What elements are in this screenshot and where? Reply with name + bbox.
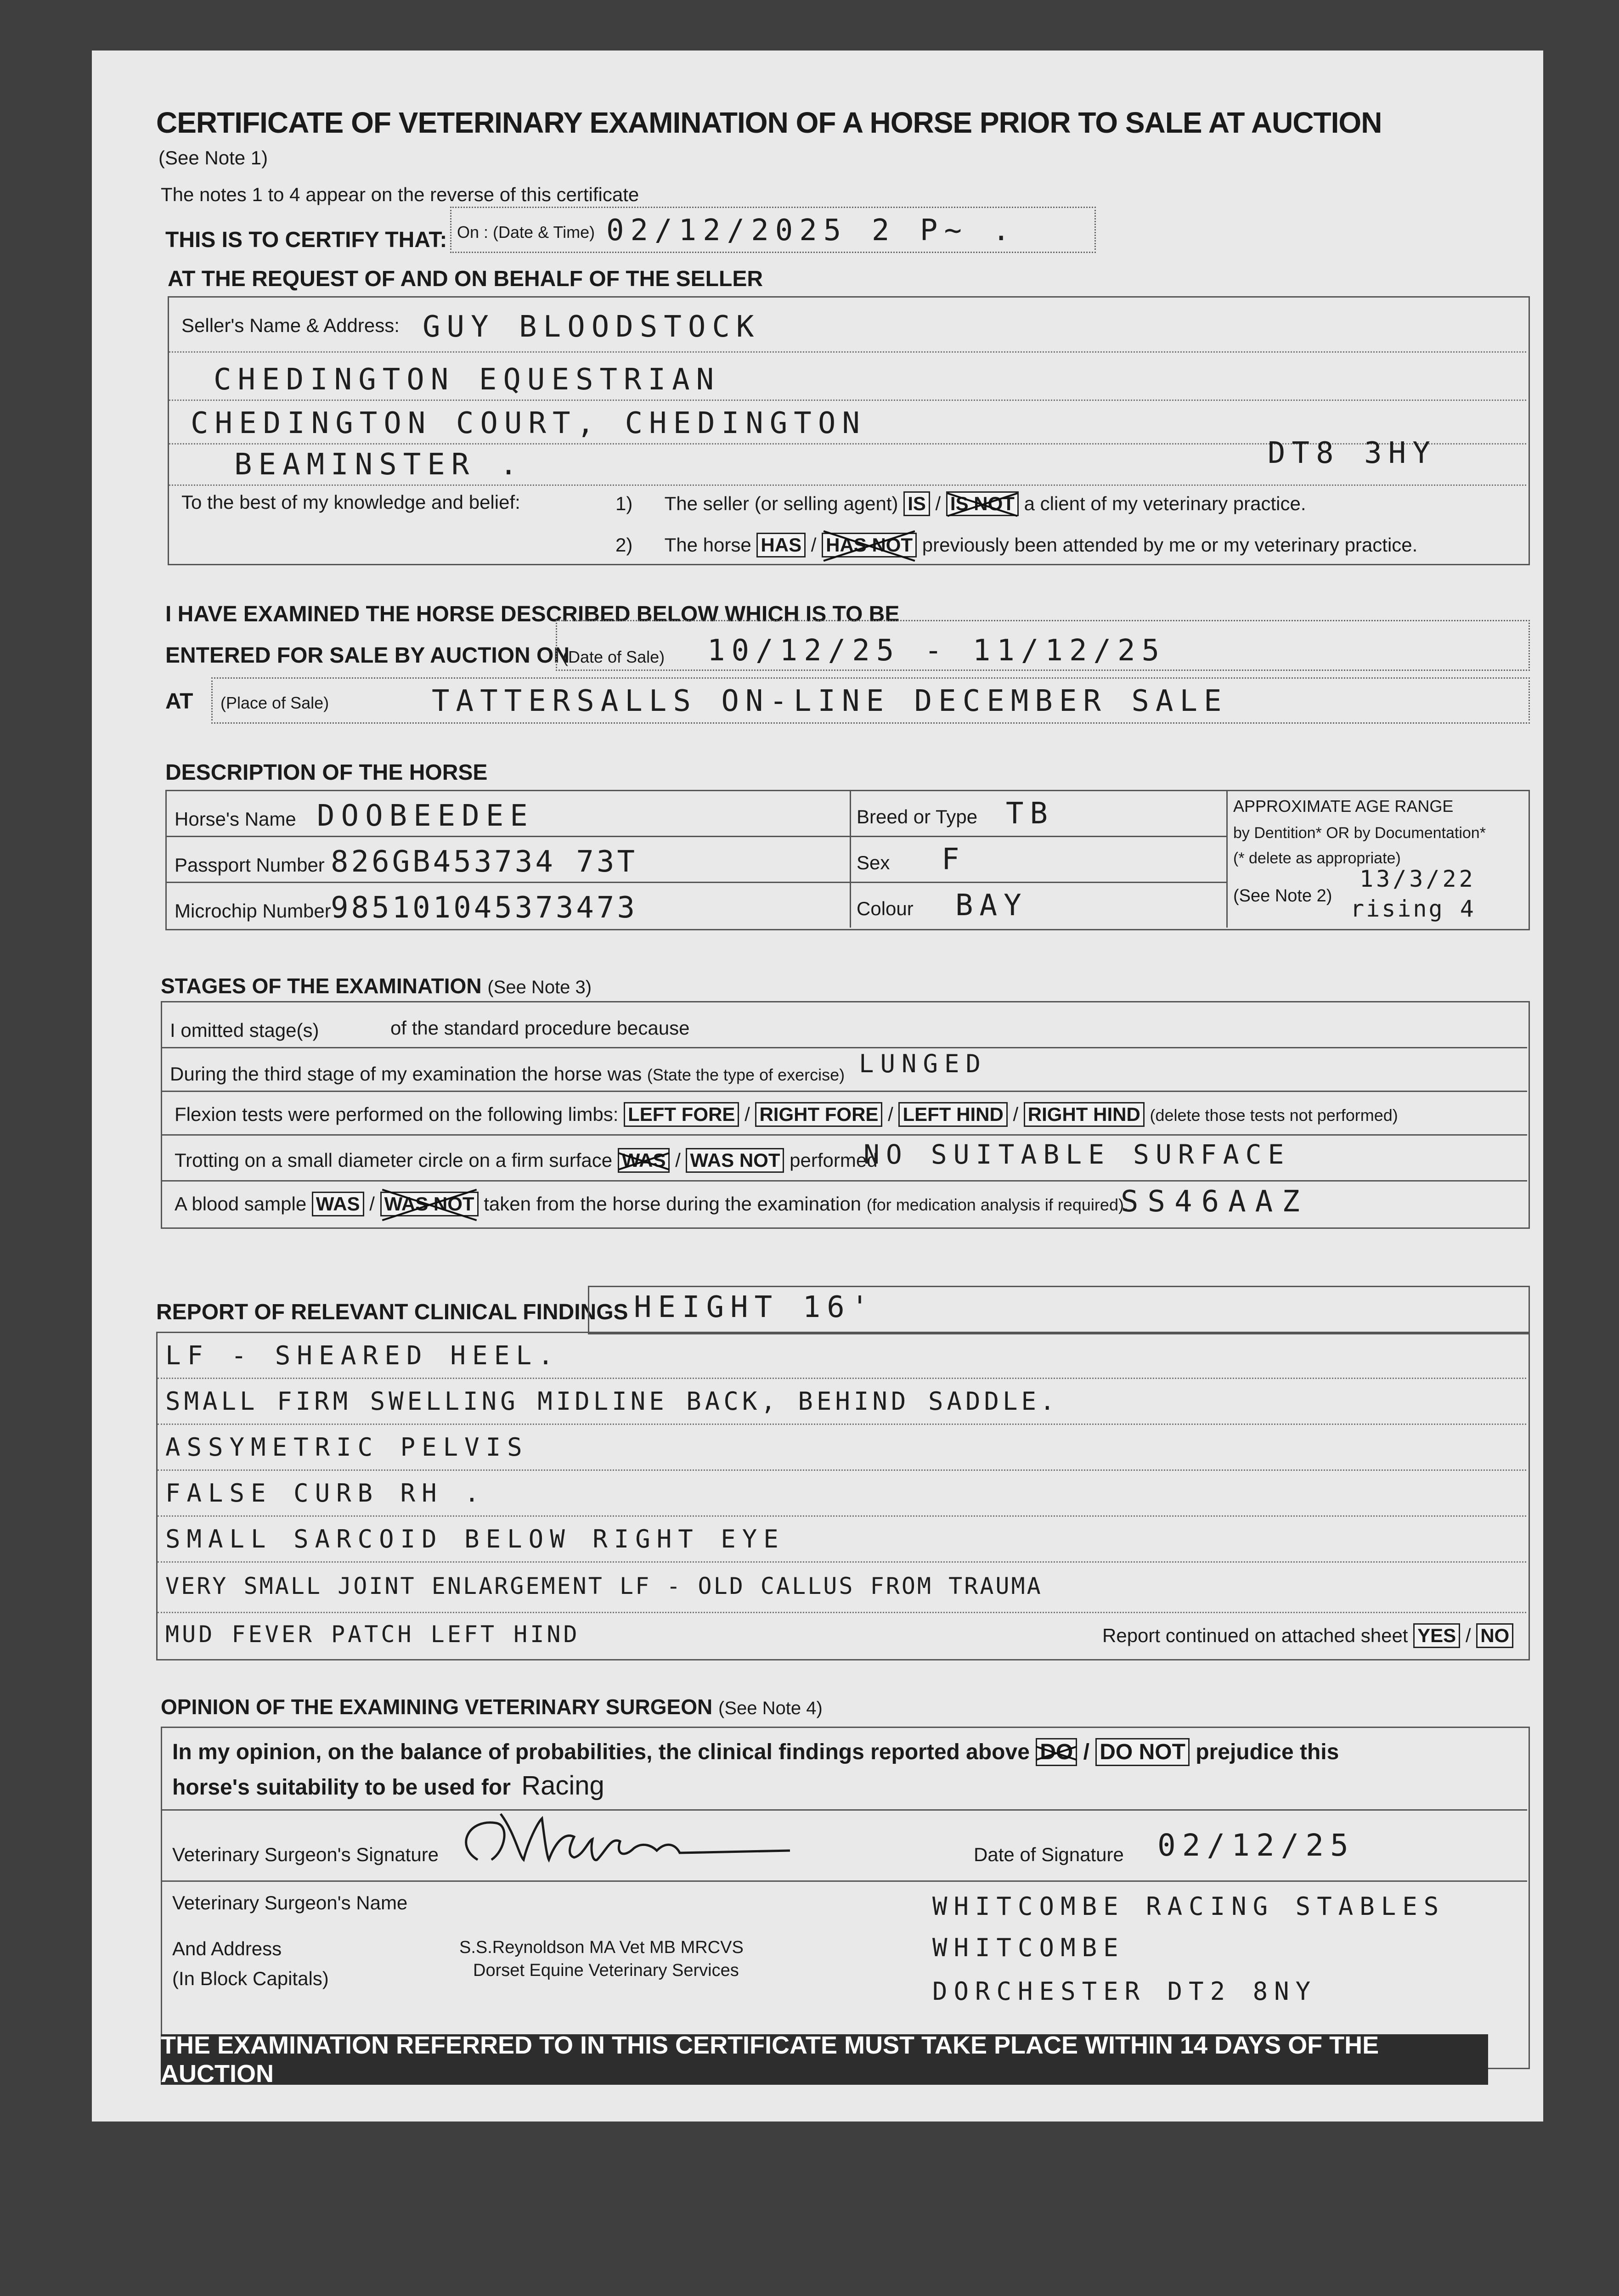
passport-value: 826GB453734 73T [331, 845, 637, 879]
certificate-title: CERTIFICATE OF VETERINARY EXAMINATION OF A HORSE PRIOR TO SALE AT AUCTION [156, 106, 1382, 139]
sale-date-value: 10/12/25 - 11/12/25 [707, 634, 1166, 668]
at-label: AT [165, 689, 193, 714]
horse-name-label: Horse's Name [175, 808, 296, 830]
blood-row: A blood sample WAS / WAS NOT taken from the horse during the examination (for medication analysis if required). [175, 1192, 1128, 1216]
opinion-heading: OPINION OF THE EXAMINING VETERINARY SURGEON (See Note 4) [161, 1695, 823, 1719]
passport-label: Passport Number [175, 854, 325, 876]
opinion-donot-option[interactable]: DO NOT [1095, 1738, 1190, 1766]
opinion-text-a: In my opinion, on the balance of probabilities, the clinical findings reported above DO / DO NOT prejudice this [172, 1738, 1339, 1766]
flexion-row: Flexion tests were performed on the following limbs: LEFT FORE / RIGHT FORE / LEFT HIND / RIGHT HIND (delete those tests not performed) [175, 1102, 1398, 1127]
certificate-sheet [92, 51, 1543, 2122]
report-continued: Report continued on attached sheet YES / NO [1102, 1623, 1513, 1648]
sale-place-value: TATTERSALLS ON-LINE DECEMBER SALE [432, 684, 1228, 718]
finding-line-7: MUD FEVER PATCH LEFT HIND [165, 1621, 580, 1648]
block-capitals-label: (In Block Capitals) [172, 1968, 329, 1989]
report-height: HEIGHT 16' [634, 1290, 875, 1324]
vet-address-line-3: DORCHESTER DT2 8NY [932, 1977, 1317, 2006]
third-stage-value: LUNGED [859, 1049, 987, 1078]
blood-wasnot-option[interactable]: WAS NOT [380, 1192, 479, 1216]
examined-heading: I HAVE EXAMINED THE HORSE DESCRIBED BELOW WHICH IS TO BE [165, 602, 900, 626]
vet-address-line-2: WHITCOMBE [932, 1933, 1125, 1962]
vet-stamp-line-1: S.S.Reynoldson MA Vet MB MRCVS [459, 1938, 744, 1957]
seller-line-4: BEAMINSTER . [234, 448, 524, 482]
sex-value: F [942, 843, 966, 877]
notes-line: The notes 1 to 4 appear on the reverse of this certificate [161, 184, 639, 205]
omitted-label-b: of the standard procedure because [390, 1017, 690, 1039]
on-date-value: 02/12/2025 2 P~ . [606, 214, 1017, 248]
blood-value: SS46AAZ [1121, 1185, 1309, 1219]
sale-date-label: (Date of Sale) [563, 647, 665, 666]
age-value-1: 13/3/22 [1360, 866, 1476, 892]
finding-line-2: SMALL FIRM SWELLING MIDLINE BACK, BEHIND SADDLE. [165, 1387, 1059, 1416]
vet-name-label: Veterinary Surgeon's Name [172, 1892, 408, 1913]
date-of-signature-value: 02/12/25 [1157, 1828, 1355, 1863]
seller-line-1: GUY BLOODSTOCK [423, 310, 761, 344]
finding-line-4: FALSE CURB RH . [165, 1479, 486, 1508]
horse-has-option[interactable]: HAS [756, 533, 806, 557]
opinion-do-option[interactable]: DO [1036, 1738, 1077, 1766]
vet-stamp-line-2: Dorset Equine Veterinary Services [473, 1961, 739, 1980]
seller-is-option[interactable]: IS [903, 491, 930, 516]
trot-value: NO SUITABLE SURFACE [863, 1139, 1291, 1170]
request-heading: AT THE REQUEST OF AND ON BEHALF OF THE SELLER [168, 267, 763, 291]
seller-line-2: CHEDINGTON EQUESTRIAN [214, 363, 721, 397]
see-note-1: (See Note 1) [158, 147, 268, 169]
seller-postcode: DT8 3HY [1268, 436, 1437, 470]
footer-banner: THE EXAMINATION REFERRED TO IN THIS CERTIFICATE MUST TAKE PLACE WITHIN 14 DAYS OF THE AUCTION [161, 2034, 1488, 2085]
stages-heading: STAGES OF THE EXAMINATION (See Note 3) [161, 974, 592, 998]
third-stage-row: During the third stage of my examination the horse was (State the type of exercise) [170, 1063, 845, 1085]
age-line-2: (* delete as appropriate) [1233, 850, 1401, 867]
description-heading: DESCRIPTION OF THE HORSE [165, 760, 488, 785]
belief-label: To the best of my knowledge and belief: [181, 491, 520, 513]
report-heading: REPORT OF RELEVANT CLINICAL FINDINGS [156, 1300, 628, 1324]
colour-value: BAY [955, 889, 1028, 923]
trot-was-option[interactable]: WAS [618, 1148, 670, 1173]
colour-label: Colour [857, 898, 914, 919]
trot-row: Trotting on a small diameter circle on a firm surface WAS / WAS NOT performed [175, 1148, 878, 1173]
flexion-left-fore[interactable]: LEFT FORE [624, 1102, 739, 1127]
age-heading: APPROXIMATE AGE RANGE [1233, 797, 1454, 816]
age-line-1: by Dentition* OR by Documentation* [1233, 824, 1486, 842]
finding-line-5: SMALL SARCOID BELOW RIGHT EYE [165, 1525, 785, 1553]
flexion-right-hind[interactable]: RIGHT HIND [1024, 1102, 1145, 1127]
date-of-signature-label: Date of Signature [974, 1844, 1124, 1865]
belief-item-1: 1) The seller (or selling agent) IS / IS NOT a client of my veterinary practice. [615, 491, 1306, 516]
age-value-2: rising 4 [1350, 895, 1476, 922]
signature-label: Veterinary Surgeon's Signature [172, 1844, 439, 1865]
vet-address-label: And Address [172, 1938, 282, 1959]
opinion-text-c: horse's suitability to be used for Racing [172, 1771, 604, 1801]
seller-isnot-option[interactable]: IS NOT [946, 491, 1019, 516]
vet-address-line-1: WHITCOMBE RACING STABLES [932, 1892, 1445, 1921]
seller-label: Seller's Name & Address: [181, 315, 400, 336]
continued-yes-option[interactable]: YES [1413, 1623, 1460, 1648]
omitted-label: I omitted stage(s) [170, 1019, 319, 1041]
on-date-label: On : (Date & Time) [457, 223, 595, 242]
sale-place-label: (Place of Sale) [220, 693, 329, 712]
horse-name-value: DOOBEEDEE [317, 799, 534, 833]
certify-label: THIS IS TO CERTIFY THAT: [165, 228, 447, 252]
finding-line-6: VERY SMALL JOINT ENLARGEMENT LF - OLD CALLUS FROM TRAUMA [165, 1573, 1043, 1599]
flexion-left-hind[interactable]: LEFT HIND [898, 1102, 1007, 1127]
blood-was-option[interactable]: WAS [312, 1192, 364, 1216]
continued-no-option[interactable]: NO [1476, 1623, 1513, 1648]
seller-line-3: CHEDINGTON COURT, CHEDINGTON [191, 406, 866, 440]
microchip-label: Microchip Number [175, 900, 331, 922]
breed-value: TB [1006, 797, 1055, 831]
sex-label: Sex [857, 852, 890, 873]
age-note: (See Note 2) [1233, 886, 1332, 906]
microchip-value: 985101045373473 [331, 891, 637, 925]
finding-line-3: ASSYMETRIC PELVIS [165, 1433, 529, 1462]
opinion-use: Racing [521, 1771, 604, 1801]
flexion-right-fore[interactable]: RIGHT FORE [755, 1102, 882, 1127]
belief-item-2: 2) The horse HAS / HAS NOT previously been attended by me or my veterinary practice. [615, 533, 1417, 557]
horse-hasnot-option[interactable]: HAS NOT [822, 533, 917, 557]
entered-heading: ENTERED FOR SALE BY AUCTION ON [165, 643, 570, 668]
trot-wasnot-option[interactable]: WAS NOT [686, 1148, 784, 1173]
breed-label: Breed or Type [857, 806, 978, 827]
finding-line-1: LF - SHEARED HEEL. [165, 1341, 560, 1371]
signature-image [450, 1805, 799, 1874]
